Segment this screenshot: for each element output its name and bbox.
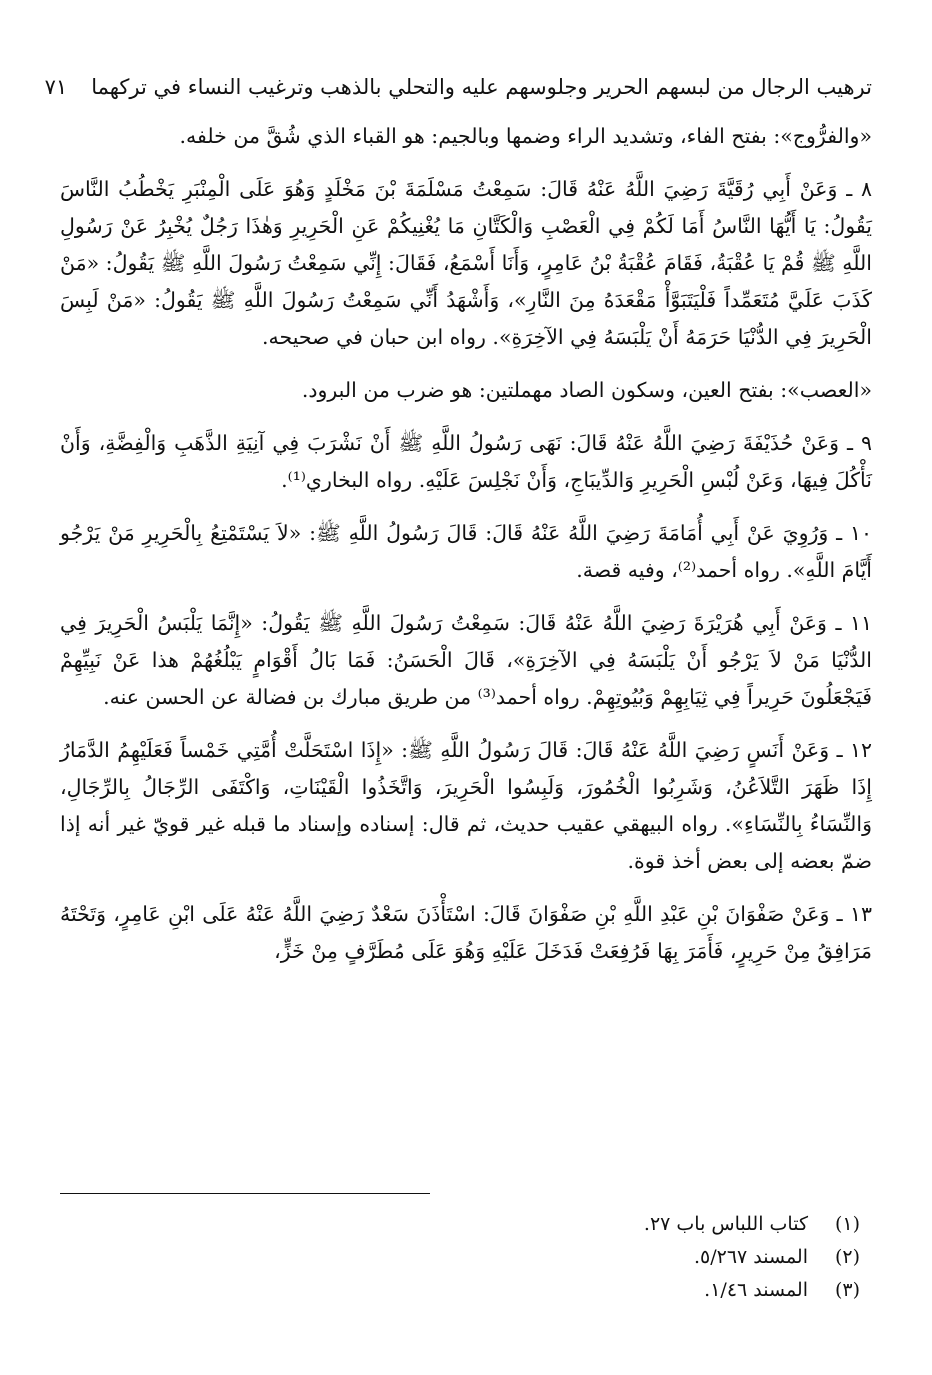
hadith-9: ٩ ـ وَعَنْ حُذَيْفَةَ رَضِيَ اللَّهُ عَنْهُ قَالَ: نَهَى رَسُولُ اللَّهِ ﷺ أَنْ نَشْرَبَ فِي آنِيَةِ الذَّهَبِ وَالْفِضَّةِ، وَأَنْ نَأْكُلَ فِيهَا، وَعَنْ لُبْسِ الْحَرِيرِ وَالدِّيبَاجِ، وَأَنْ نَجْلِسَ عَلَيْهِ. رواه البخاري⁽¹⁾. bbox=[60, 431, 872, 492]
footnote-item bbox=[644, 1241, 860, 1274]
footnotes bbox=[644, 1208, 860, 1307]
hadith-13: ١٣ ـ وَعَنْ صَفْوَانَ بْنِ عَبْدِ اللَّهِ بْنِ صَفْوَانَ قَالَ: اسْتَأْذَنَ سَعْدٌ رَضِيَ اللَّهُ عَنْهُ عَلَى ابْنِ عَامِرٍ، وَتَحْتَهُ مَرَافِقُ مِنْ حَرِيرٍ، فَأَمَرَ بِهَا فَرُفِعَتْ فَدَخَلَ عَلَيْهِ وَهُوَ عَلَى مُطَرَّفٍ مِنْ خَزٍّ، bbox=[60, 902, 872, 963]
definition-note-farruj: «والفرُّوج»: بفتح الفاء، وتشديد الراء وضمها وبالجيم: هو القباء الذي شُقَّ من خلفه. bbox=[179, 124, 872, 148]
footnote-number: (٣) bbox=[834, 1279, 860, 1301]
hadith-12: ١٢ ـ وَعَنْ أَنَسٍ رَضِيَ اللَّهُ عَنْهُ قَالَ: قَالَ رَسُولُ اللَّهِ ﷺ: «إِذَا اسْتَحَلَّتْ أُمَّتِي خَمْساً فَعَلَيْهِمُ الدَّمَارُ إِذَا ظَهَرَ التَّلاَعُنُ، وَشَرِبُوا الْخُمُورَ، وَلَبِسُوا الْحَرِيرَ، وَاتَّخَذُوا الْقَيْنَاتِ، وَاكْتَفَى الرِّجَالُ بِالرِّجَالِ، وَالنِّسَاءُ بِالنِّسَاءِ». رواه البيهقي عقيب حديث، ثم قال: إسناده وإسناد ما قبله غير قويّ غير أنه إذا ضمّ بعضه إلى بعض أخذ قوة. bbox=[60, 738, 872, 873]
footnote-item bbox=[644, 1274, 860, 1307]
footnote-number: (١) bbox=[834, 1213, 860, 1235]
footnote-item bbox=[644, 1208, 860, 1241]
hadith-11: ١١ ـ وَعَنْ أَبِي هُرَيْرَةَ رَضِيَ اللَّهُ عَنْهُ قَالَ: سَمِعْتُ رَسُولَ اللَّهِ ﷺ يَقُولُ: «إِنَّمَا يَلْبَسُ الْحَرِيرَ فِي الدُّنْيَا مَنْ لاَ يَرْجُو أَنْ يَلْبَسَهُ فِي الآخِرَةِ»، قَالَ الْحَسَنُ: فَمَا بَالُ أَقْوَامٍ يَبْلُغُهُمْ هذا عَنْ نَبِيِّهِمْ فَيَجْعَلُونَ حَرِيراً فِي ثِيَابِهِمْ وَبُيُوتِهِمْ. رواه أحمد⁽³⁾ من طريق مبارك بن فضالة عن الحسن عنه. bbox=[60, 611, 872, 709]
definition-note-asb: «العصب»: بفتح العين، وسكون الصاد مهملتين: هو ضرب من البرود. bbox=[301, 378, 872, 402]
footnote-separator bbox=[60, 1193, 430, 1194]
running-header bbox=[44, 70, 872, 104]
footnote-number: (٢) bbox=[834, 1246, 860, 1268]
footnote-text: المسند ٥/٢٦٧. bbox=[693, 1246, 808, 1268]
header-title: ترهيب الرجال من لبسهم الحرير وجلوسهم عليه والتحلي بالذهب وترغيب النساء في تركهما bbox=[91, 75, 872, 99]
hadith-8: ٨ ـ وَعَنْ أَبِي رُقَيَّةَ رَضِيَ اللَّهُ عَنْهُ قَالَ: سَمِعْتُ مَسْلَمَةَ بْنَ مَخْلَدٍ وَهُوَ عَلَى الْمِنْبَرِ يَخْطُبُ النَّاسَ يَقُولُ: يَا أَيُّهَا النَّاسُ أَمَا لَكُمْ فِي الْعَصْبِ وَالْكَتَّانِ مَا يُغْنِيكُمْ عَنِ الْحَرِيرِ وَهٰذَا رَجُلٌ يُخْبِرُ عَنْ رَسُولِ اللَّهِ ﷺ قُمْ يَا عُقْبَةُ، فَقَامَ عُقْبَةُ بْنُ عَامِرٍ، وَأَنَا أَسْمَعُ، فَقَالَ: إِنِّي سَمِعْتُ رَسُولَ اللَّهِ ﷺ يَقُولُ: «مَنْ كَذَبَ عَلَيَّ مُتَعَمِّداً فَلْيَتَبَوَّأْ مَقْعَدَهُ مِنَ النَّارِ»، وَأَشْهَدُ أَنِّي سَمِعْتُ رَسُولَ اللَّهِ ﷺ يَقُولُ: «مَنْ لَبِسَ الْحَرِيرَ فِي الدُّنْيَا حَرَمَهُ أَنْ يَلْبَسَهُ فِي الآخِرَةِ». رواه ابن حبان في صحيحه. bbox=[60, 177, 872, 349]
footnote-text: المسند ١/٤٦. bbox=[704, 1279, 808, 1301]
hadith-10: ١٠ ـ وَرُوِيَ عَنْ أَبِي أُمَامَةَ رَضِيَ اللَّهُ عَنْهُ قَالَ: قَالَ رَسُولُ اللَّهِ ﷺ: «لاَ يَسْتَمْتِعُ بِالْحَرِيرِ مَنْ يَرْجُو أَيَّامَ اللَّهِ». رواه أحمد⁽²⁾، وفيه قصة. bbox=[60, 521, 872, 582]
footnote-text: كتاب اللباس باب ٢٧. bbox=[643, 1213, 808, 1235]
page bbox=[44, 70, 872, 970]
page-number: ٧١ bbox=[44, 75, 68, 99]
